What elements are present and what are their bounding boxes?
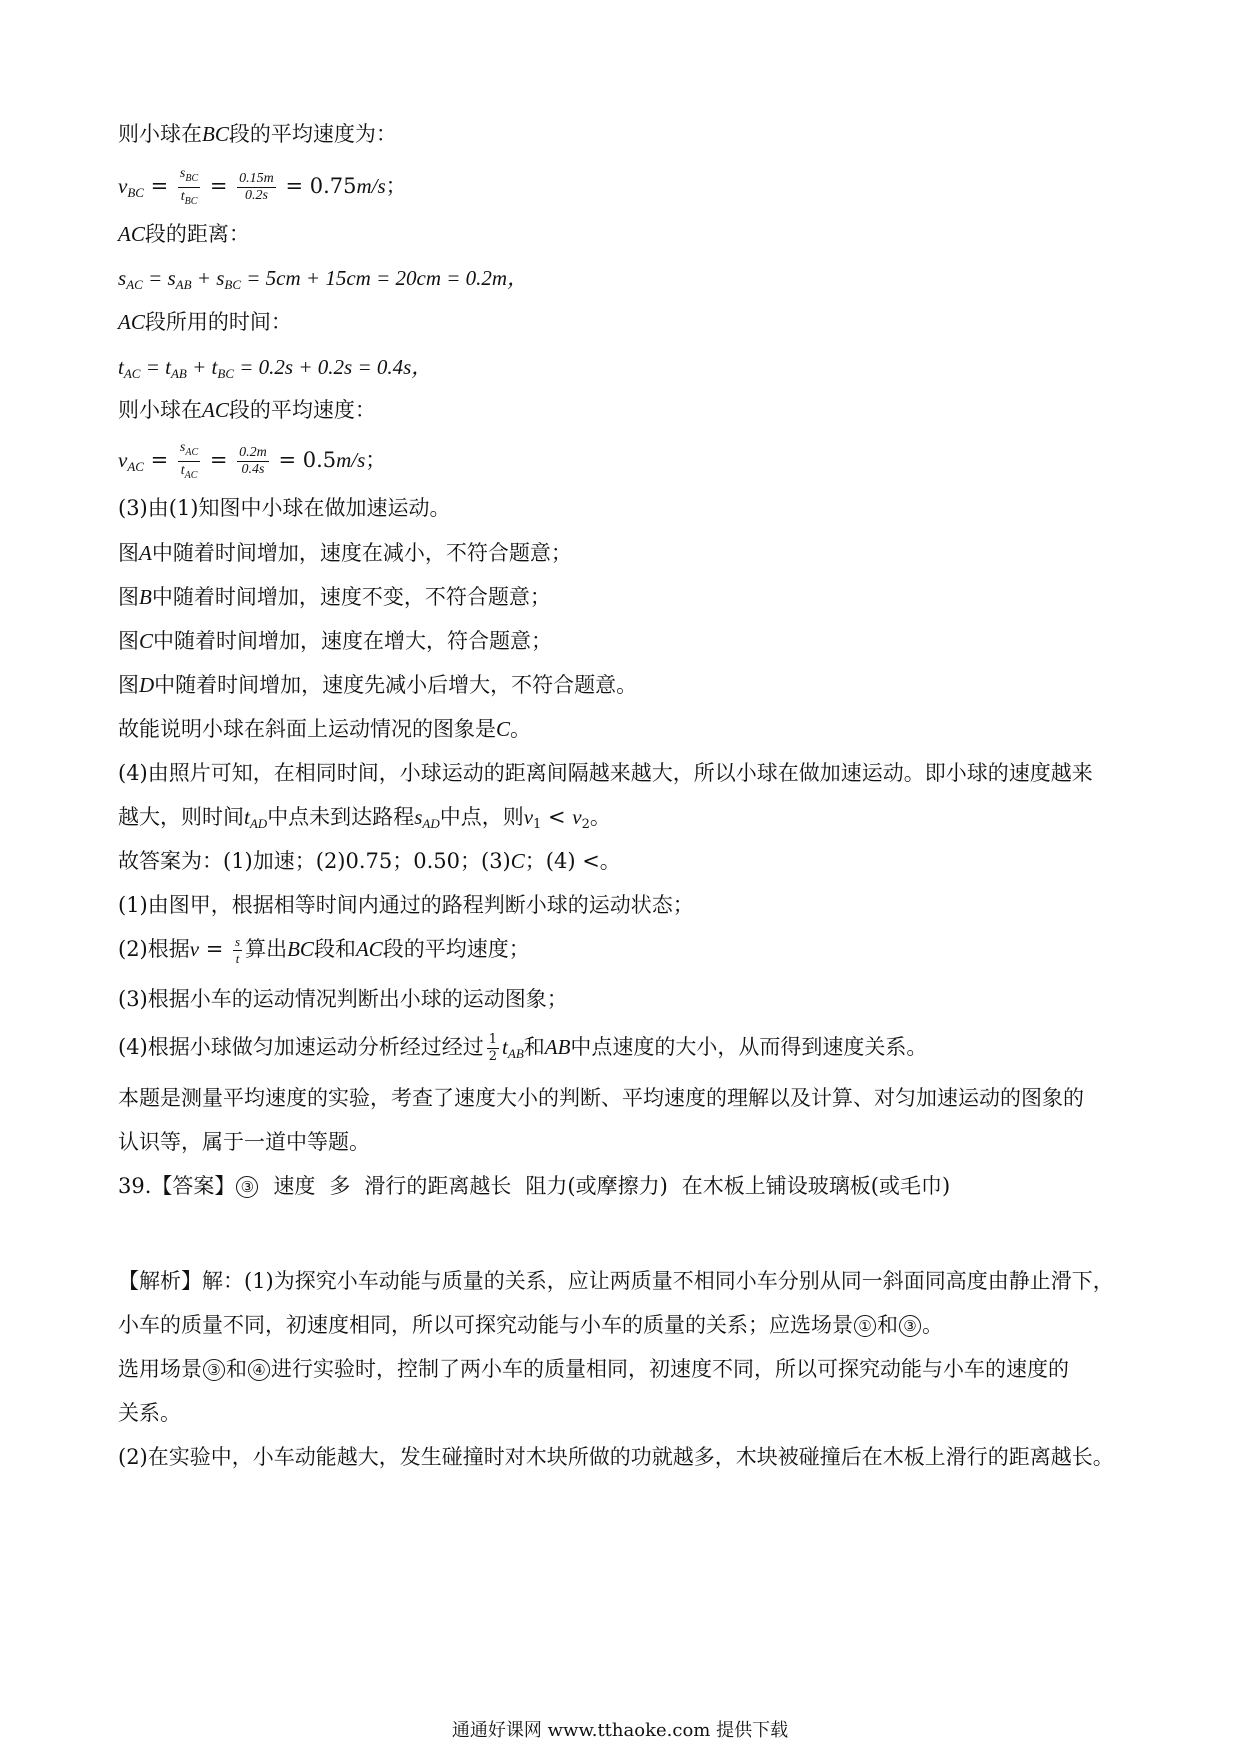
text-line: (2)根据v = $\frac{s}{t}$ 算出BC段和AC段的平均速度； bbox=[118, 934, 530, 966]
text-line: 关系。 bbox=[118, 1401, 181, 1425]
fraction: $\frac{s_{AC}}{t_{AC}}$ bbox=[179, 440, 199, 481]
circled-4-icon: ④ bbox=[248, 1359, 270, 1381]
text-line: 图A中随着时间增加，速度在减小，不符合题意； bbox=[118, 541, 572, 565]
circled-1-icon: ① bbox=[854, 1315, 876, 1337]
circled-3-icon: ③ bbox=[203, 1359, 225, 1381]
footer-watermark: 通通好课网 www.tthaoke.com 提供下载 bbox=[451, 1720, 789, 1741]
fraction: $\frac{1}{2}$ bbox=[488, 1032, 498, 1064]
text-line: 则小球在BC段的平均速度为： bbox=[118, 122, 397, 146]
fraction: $\frac{s_{BC}}{t_{BC}}$ bbox=[179, 166, 199, 207]
circled-3-icon: ③ bbox=[899, 1315, 921, 1337]
equation-s-ac: $s_{AC} = s_{AB} + s_{BC} = 5cm + 15cm = 20cm = 0.2m$， bbox=[118, 266, 529, 292]
text-line: AC段所用的时间： bbox=[118, 310, 292, 334]
text-line: 故答案为：(1)加速；(2)0.75；0.50；(3)C；(4) <。 bbox=[118, 849, 621, 873]
text-line: (1)由图甲，根据相等时间内通过的路程判断小球的运动状态； bbox=[118, 893, 694, 917]
text-line: 图D中随着时间增加，速度先减小后增大，不符合题意。 bbox=[118, 673, 638, 697]
fraction: $\frac{0.2m}{0.4s}$ bbox=[239, 445, 267, 477]
fraction: $\frac{s}{t}$ bbox=[235, 934, 241, 966]
text-line: 图C中随着时间增加，速度在增大，符合题意； bbox=[118, 629, 553, 653]
circled-3-icon: ③ bbox=[236, 1176, 258, 1198]
text-line: 本题是测量平均速度的实验，考查了速度大小的判断、平均速度的理解以及计算、对匀加速运动的图象的 bbox=[118, 1086, 1084, 1110]
equation-t-ac: $t_{AC} = t_{AB} + t_{BC} = 0.2s + 0.2s = 0.4s$， bbox=[118, 355, 433, 381]
equation-v-ac: $v_{AC}$ = $\frac{s_{AC}}{t_{AC}}$ = $\frac{0.2m}{0.4s}$ = 0.5m/s； bbox=[118, 440, 387, 481]
text-line: (3)由(1)知图中小球在做加速运动。 bbox=[118, 496, 451, 520]
text-line: (4)根据小球做匀加速运动分析经过经过 $\frac{1}{2}$ $t_{AB}$和AB中点速度的大小，从而得到速度关系。 bbox=[118, 1032, 928, 1064]
text-line: 选用场景 ③ 和 ④ 进行实验时，控制了两小车的质量相同，初速度不同，所以可探究动能与小车的速度的 bbox=[118, 1357, 1069, 1381]
text-line: 【解析】解：(1)为探究小车动能与质量的关系，应让两质量不相同小车分别从同一斜面同高度由静止滑下， bbox=[118, 1269, 1114, 1293]
text-line: 越大，则时间$t_{AD}$中点未到达路程$s_{AD}$中点，则$v_1 < v_2$。 bbox=[118, 805, 611, 832]
text-line: (4)由照片可知，在相同时间，小球运动的距离间隔越来越大，所以小球在做加速运动。即小球的速度越来 bbox=[118, 761, 1093, 785]
equation-v-bc: $v_{BC}$ = $\frac{s_{BC}}{t_{BC}}$ = $\frac{0.15m}{0.2s}$ = 0.75m/s； bbox=[118, 166, 407, 207]
text-line: 小车的质量不同，初速度相同，所以可探究动能与小车的质量的关系；应选场景 ① 和 ③ 。 bbox=[118, 1313, 943, 1337]
text-line: (2)在实验中，小车动能越大，发生碰撞时对木块所做的功就越多，木块被碰撞后在木板上滑行的距离越长。 bbox=[118, 1445, 1114, 1469]
text-line: 认识等，属于一道中等题。 bbox=[118, 1130, 370, 1154]
text-line: (3)根据小车的运动情况判断出小球的运动图象； bbox=[118, 987, 568, 1011]
text-line: 故能说明小球在斜面上运动情况的图象是C。 bbox=[118, 717, 532, 741]
answer-39: 39.【答案】 ③ 速度 多 滑行的距离越长 阻力(或摩擦力) 在木板上铺设玻璃板(或毛巾) bbox=[118, 1174, 951, 1198]
text-line: 图B中随着时间增加，速度不变，不符合题意； bbox=[118, 585, 551, 609]
text-line: AC段的距离： bbox=[118, 222, 250, 246]
fraction: $\frac{0.15m}{0.2s}$ bbox=[239, 171, 274, 203]
text-line: 则小球在AC段的平均速度： bbox=[118, 398, 376, 422]
